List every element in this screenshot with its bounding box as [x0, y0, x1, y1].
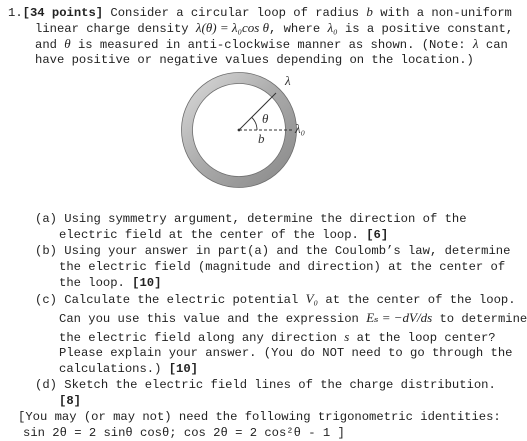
label-lambda0: λ₀: [295, 121, 306, 136]
part-c-line-5: [59, 361, 198, 377]
part-text: at the loop center?: [349, 331, 496, 345]
problem-line-2: [35, 20, 513, 37]
part-text: at the center of the loop.: [318, 293, 516, 307]
part-b-line-2: the electric field (magnitude and direction) at the center of: [59, 260, 506, 274]
problem-line-4: have positive or negative values depending on the location.): [35, 53, 474, 67]
problem-points: [34 points]: [22, 6, 104, 20]
problem-text: with a non-uniform: [372, 6, 512, 20]
charged-ring-figure: [175, 71, 305, 201]
problem-text: is measured in anti-clockwise manner as shown. (Note:: [70, 38, 473, 52]
problem-line-3: [35, 36, 508, 53]
part-text: calculations.): [59, 362, 169, 376]
problem-number: 1.: [8, 6, 23, 20]
lambda-symbol: λ: [472, 36, 479, 51]
part-a-line-1: (a) Using symmetry argument, determine the direction of the: [35, 212, 467, 226]
points-a: [6]: [366, 228, 389, 242]
part-text: the electric field along any direction: [59, 331, 345, 345]
problem-text: linear charge density: [35, 22, 196, 36]
part-text: to determine: [432, 312, 527, 326]
problem-text: Consider a circular loop of radius: [110, 6, 367, 20]
part-text: the loop.: [59, 276, 133, 290]
points-d: [8]: [59, 394, 81, 408]
label-lambda: λ: [285, 73, 291, 88]
label-theta: θ: [262, 111, 269, 126]
part-text: (c) Calculate the electric potential: [35, 293, 306, 307]
part-a-line-2: [59, 227, 388, 243]
part-text: Can you use this value and the expression: [59, 312, 367, 326]
theta-symbol: θ: [64, 36, 71, 51]
problem-text: can: [478, 38, 508, 52]
radius-line: [239, 93, 276, 130]
note-line-2: sin 2θ = 2 sinθ cosθ; cos 2θ = 2 cos²θ - 1 ]: [23, 426, 345, 440]
label-b: b: [258, 131, 265, 146]
lambda0-symbol: λ₀: [327, 20, 338, 35]
radius-symbol: b: [366, 4, 373, 19]
charge-density-formula: λ(θ) = λ₀cos θ: [195, 20, 269, 35]
part-d-line-1: (d) Sketch the electric field lines of the charge distribution.: [35, 378, 496, 392]
part-text: electric field at the center of the loop.: [59, 228, 367, 242]
problem-text: , where: [268, 22, 328, 36]
field-expression: Eₛ = −dV/ds: [366, 310, 433, 325]
part-c-line-4: Please explain your answer. (You do NOT need to go through the: [59, 346, 513, 360]
points-c: [10]: [168, 362, 198, 376]
points-b: [10]: [132, 276, 162, 290]
direction-symbol: s: [344, 329, 350, 344]
part-b-line-1: (b) Using your answer in part(a) and the Coulomb’s law, determine: [35, 244, 511, 258]
part-c-line-3: [59, 329, 496, 346]
theta-arc: [252, 117, 257, 130]
potential-symbol: V₀: [305, 291, 319, 306]
part-c-line-2: [59, 310, 527, 327]
note-line-1: [You may (or may not) need the following trigonometric identities:: [18, 410, 501, 424]
problem-text: and: [35, 38, 65, 52]
part-b-line-3: [59, 275, 161, 291]
problem-line-1: [8, 4, 512, 21]
center-dot: [238, 129, 241, 132]
problem-text: is a positive constant,: [337, 22, 514, 36]
part-c-line-1: [35, 291, 516, 308]
